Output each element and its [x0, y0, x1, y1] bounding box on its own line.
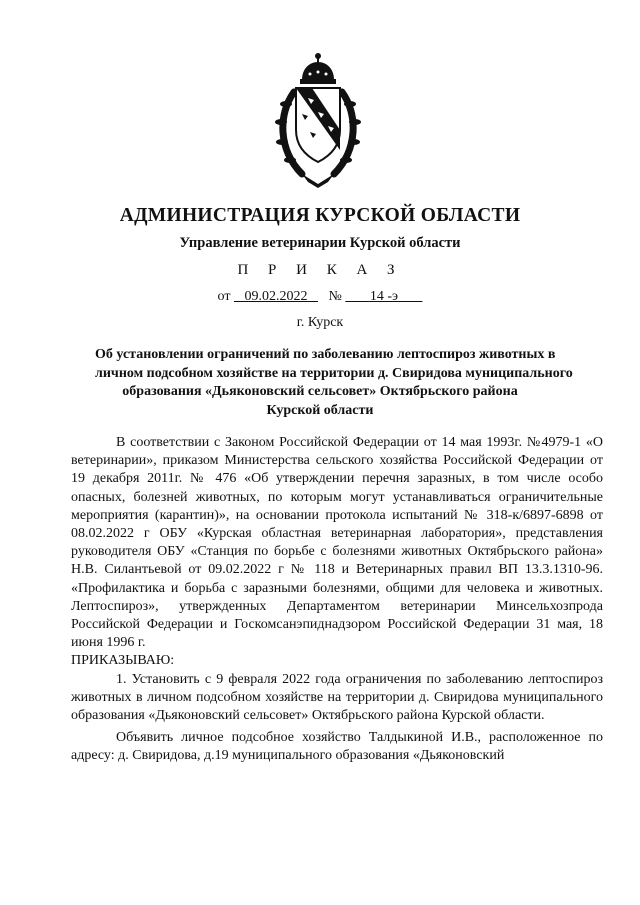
date-number-line — [0, 289, 640, 305]
document-subject — [95, 346, 573, 420]
city: г. Курск — [296, 315, 344, 330]
document-date: 09.02.2022 — [244, 289, 308, 304]
subject-line: образования «Дьяконовский сельсовет» Октябрьского района — [122, 384, 518, 399]
kursk-coat-of-arms-icon — [272, 52, 364, 188]
number-prefix: № — [328, 289, 342, 304]
organization-title: АДМИНИСТРАЦИЯ КУРСКОЙ ОБЛАСТИ — [119, 205, 521, 226]
document-type: П Р И К А З — [237, 262, 403, 278]
subject-line: личном подсобном хозяйстве на территории д. Свиридова муниципального — [95, 365, 573, 381]
subject-line: Курской области — [266, 402, 374, 418]
order-item-1: 1. Установить с 9 февраля 2022 года ограничения по заболеванию лептоспироз животных в личном подсобном хозяйстве на территории д. Свиридова муниципального образования «Дьяконовский сельсовет» Октябрьского района Курской области. — [71, 671, 603, 724]
department-title: Управление ветеринарии Курской области — [179, 235, 461, 251]
document-number: 14 -э — [369, 289, 398, 304]
preamble-paragraph: В соответствии с Законом Российской Федерации от 14 мая 1993г. №4979-1 «О ветеринарии», приказом Министерства сельского хозяйства Российской Федерации от 19 декабря 2011г. № 476 «Об утверждении перечня заразных, в том числе особо опасных, болезней животных, по которым могут устанавливаться ограничительные мероприятия (карантин)», на основании протокола испытаний № 318-к/6897-6898 от 08.02.2022 г ОБУ «Курская областная ветеринарная лаборатория», представления руководителя ОБУ «Станция по борьбе с болезнями животных Октябрьского района» Н.В. Силантьевой от 09.02.2022 г № 118 и Ветеринарных правил ВП 13.3.1310-96. «Профилактика и борьба с заразными болезнями, общими для человека и животных. Лептоспироз», утвержденных Департаментом ветеринарии Минсельхозпрода Российской Федерации и Госкомсанэпиднадзором Российской Федерации 31 мая, 18 июня 1996 г. — [71, 435, 603, 651]
order-word: ПРИКАЗЫВАЮ: — [71, 653, 175, 669]
subject-line: Об установлении ограничений по заболеванию лептоспироз животных в — [95, 347, 556, 362]
document-body — [71, 434, 603, 766]
order-item-1-continuation: Объявить личное подсобное хозяйство Талдыкиной И.В., расположенное по адресу: д. Свиридова, д.19 муниципального образования «Дьяконовский — [71, 730, 603, 764]
date-prefix: от — [217, 289, 231, 304]
